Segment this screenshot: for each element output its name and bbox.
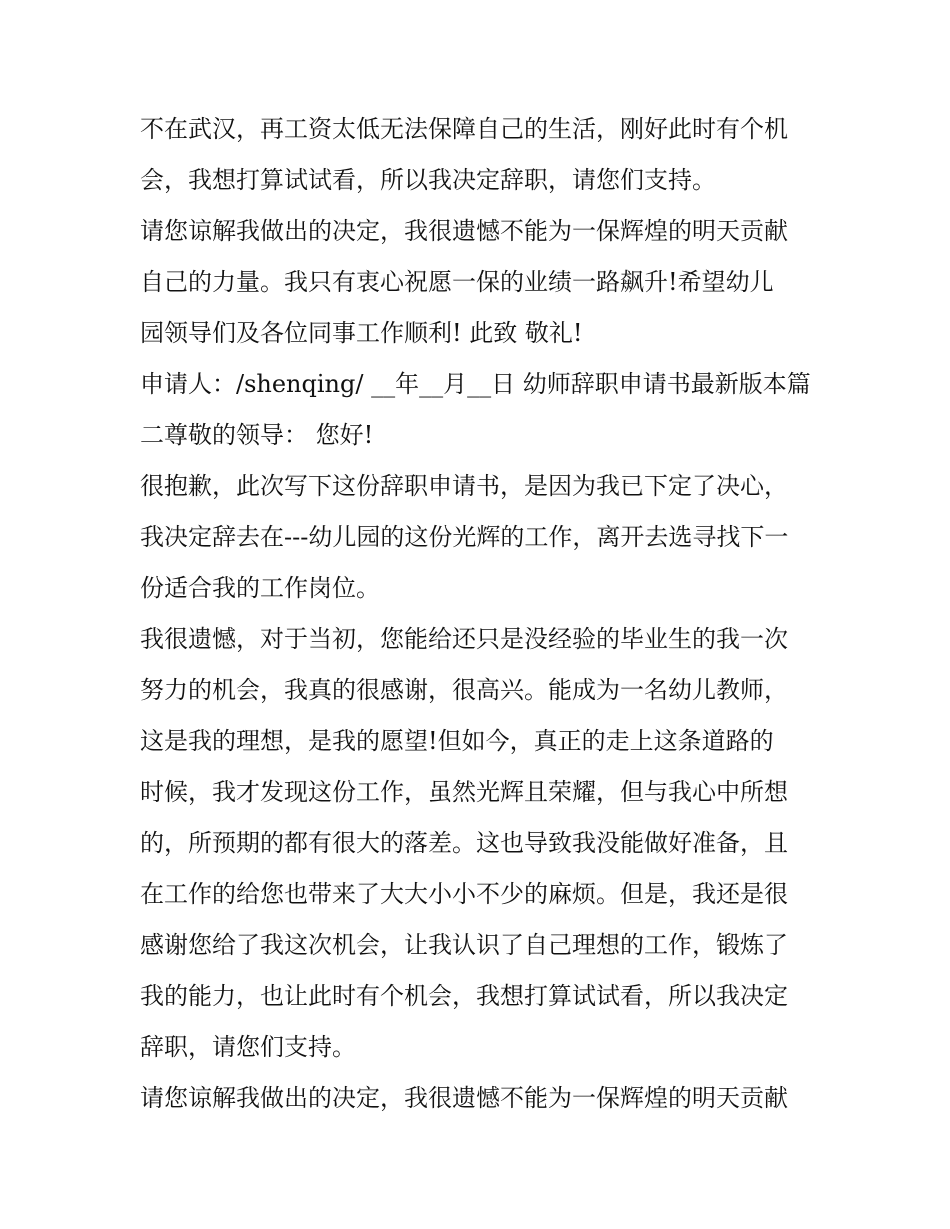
- document-page: [140, 104, 820, 1124]
- text-line: 申请人：/shenqing/ __年__月__日 幼师辞职申请书最新版本篇: [140, 370, 811, 398]
- text-line: 园领导们及各位同事工作顺利! 此致 敬礼!: [140, 319, 583, 347]
- text-line: 不在武汉，再工资太低无法保障自己的生活，刚好此时有个机: [140, 115, 788, 143]
- text-line: 二尊敬的领导： 您好!: [140, 421, 374, 449]
- text-line: 这是我的理想，是我的愿望!但如今，真正的走上这条道路的: [140, 727, 774, 755]
- text-line: 我的能力，也让此时有个机会，我想打算试试看，所以我决定: [140, 982, 788, 1010]
- text-line: 在工作的给您也带来了大大小小不少的麻烦。但是，我还是很: [140, 880, 788, 908]
- text-line: 很抱歉，此次写下这份辞职申请书，是因为我已下定了决心，: [140, 472, 788, 500]
- text-line: 自己的力量。我只有衷心祝愿一保的业绩一路飙升!希望幼儿: [140, 268, 774, 296]
- text-line: 请您谅解我做出的决定，我很遗憾不能为一保辉煌的明天贡献: [140, 1084, 788, 1112]
- text-line: 努力的机会，我真的很感谢，很高兴。能成为一名幼儿教师，: [140, 676, 788, 704]
- text-line: 请您谅解我做出的决定，我很遗憾不能为一保辉煌的明天贡献: [140, 217, 788, 245]
- text-line: 的，所预期的都有很大的落差。这也导致我没能做好准备，且: [140, 829, 788, 857]
- text-line: 我很遗憾，对于当初，您能给还只是没经验的毕业生的我一次: [140, 625, 788, 653]
- text-line: 感谢您给了我这次机会，让我认识了自己理想的工作，锻炼了: [140, 931, 788, 959]
- text-line: 我决定辞去在---幼儿园的这份光辉的工作，离开去选寻找下一: [140, 523, 789, 551]
- text-line: 会，我想打算试试看，所以我决定辞职，请您们支持。: [140, 166, 716, 194]
- text-line: 辞职，请您们支持。: [140, 1033, 356, 1061]
- text-line: 份适合我的工作岗位。: [140, 574, 380, 602]
- text-line: 时候，我才发现这份工作，虽然光辉且荣耀，但与我心中所想: [140, 778, 788, 806]
